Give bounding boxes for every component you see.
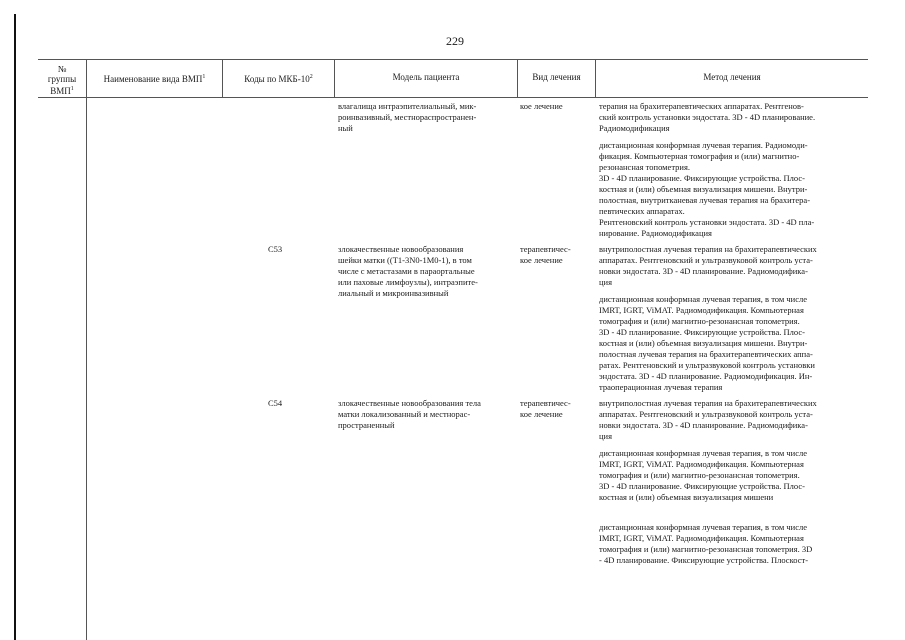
patient-model-cell: злокачественные новообразования шейки матки ((T1-3N0-1M0-1), в том числе с метастазами в параортальные или паховые лимфоузлы), интраэпите- лиальный и микроинвазивный [338,244,478,298]
treatment-method-cell [599,244,871,393]
icd-code-cell: C53 [268,244,283,254]
treatment-type-cell: терапевтичес- кое лечение [520,398,571,419]
header-bottom-border [38,97,868,98]
patient-model-cell: злокачественные новообразования тела матки локализованный и местнорас- пространенный [338,398,481,430]
treatment-type-cell: терапевтичес- кое лечение [520,244,571,265]
header-treatment-method: Метод лечения [703,72,761,82]
header-vmp-name: Наименование вида ВМП$^1$ [103,74,206,84]
treatment-method-cell [599,522,871,566]
header-patient-model: Модель пациента [392,72,460,82]
treatment-type-cell: кое лечение [520,101,563,111]
page-binding-edge [14,14,16,640]
page-number: 229 [446,34,464,48]
treatment-method-cell [599,398,871,503]
icd-code-cell: C54 [268,398,283,408]
column-divider [86,59,87,640]
table-top-border [38,59,868,60]
method-paragraph: дистанционная конформная лучевая терапия. Радиомоди- фикация. Компьютерная томография и (или) магнитно- резонансная топометрия. 3D - 4D планирование. Фиксирующие устройства. Плос- костная и (или) объемная визуализация мишени. Внутри- полостная, внутритканевая лучевая терапия на брахитера- певтических аппаратах. Рентгеновский контроль установки эндостата. 3D - 4D пла- нирование. Радиомодификация [599,140,815,238]
method-paragraph: внутриполостная лучевая терапия на брахитерапевтических аппаратах. Рентгеновский и ультразвуковой контроль уста- новки эндостата. 3D - 4D планирование. Радиомодифика- ция [599,244,817,287]
header-treatment-type: Вид лечения [532,72,581,82]
patient-model-cell: влагалища интраэпителиальный, мик- роинвазивный, местнораспространен- ный [338,101,477,133]
method-paragraph: дистанционная конформная лучевая терапия, в том числе IMRT, IGRT, ViMAT. Радиомодификация. Компьютерная томография и (или) магнитно-резонансная топометрия. 3D - 4D планирование. Фиксирующие устройства. Плоскост- [599,522,813,565]
header-group-no: № группы ВМП$^1$ [47,64,77,96]
method-paragraph: дистанционная конформная лучевая терапия, в том числе IMRT, IGRT, ViMAT. Радиомодификация. Компьютерная томография и (или) магнитно-резонансная топометрия. 3D - 4D планирование. Фиксирующие устройства. Плос- костная и (или) объемная визуализация мишени. Внутри- полостная лучевая терапия на брахитерапевтических аппа- ратах. Рентгеновский и ультразвуковой контроль установки эндостата. 3D - 4D планирование. Радиомодификация. Ин- траоперационная лучевая терапия [599,294,815,392]
treatment-method-cell [599,101,871,239]
method-paragraph: внутриполостная лучевая терапия на брахитерапевтических аппаратах. Рентгеновский и ультразвуковой контроль уста- новки эндостата. 3D - 4D планирование. Радиомодифика- ция [599,398,817,441]
method-paragraph: терапия на брахитерапевтических аппаратах. Рентгенов- ский контроль установки эндостата. 3D - 4D планирование. Радиомодификация [599,101,816,133]
method-paragraph: дистанционная конформная лучевая терапия, в том числе IMRT, IGRT, ViMAT. Радиомодификация. Компьютерная томография и (или) магнитно-резонансная топометрия. 3D - 4D планирование. Фиксирующие устройства. Плос- костная и (или) объемная визуализация мишени [599,448,807,502]
header-icd-codes: Коды по МКБ-$10^2$ [244,74,313,84]
